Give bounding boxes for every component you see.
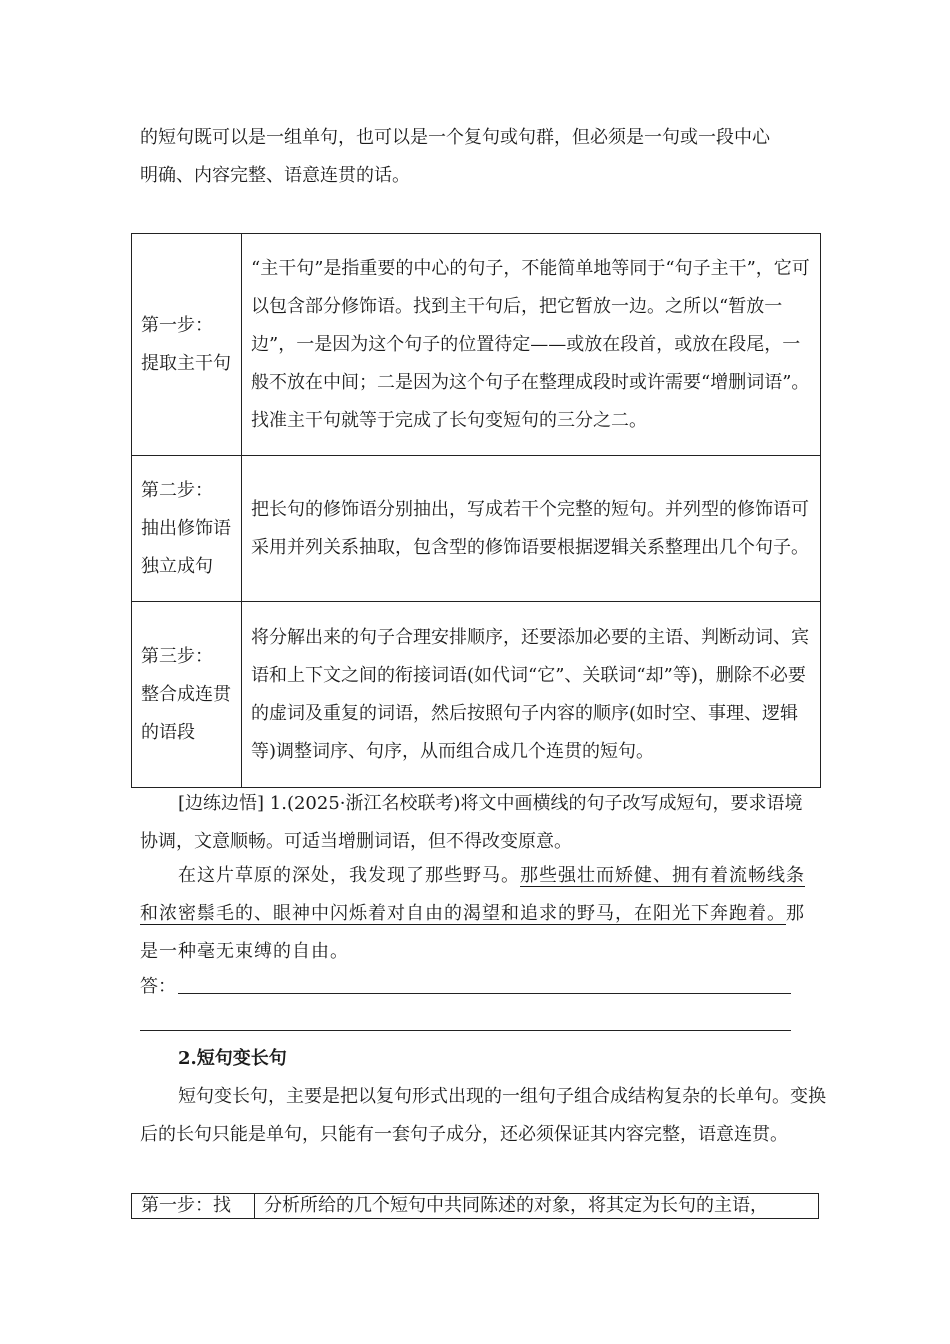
intro-line-1: 的短句既可以是一组单句，也可以是一个复句或句群，但必须是一句或一段中心 [140,127,770,148]
step-label-cell [132,456,242,602]
step-title: 提取主干句 [141,352,231,374]
step-label-cell [132,602,242,788]
step-label-cell: 第一步：找 [132,1194,255,1219]
answer-line-2[interactable] [140,1030,791,1031]
step-title: 整合成连贯的语段 [141,683,231,743]
table-row [132,602,821,788]
exercise-question [140,785,820,861]
step-title: 抽出修饰语独立成句 [141,517,231,577]
step-content: 将分解出来的句子合理安排顺序，还要添加必要的主语、判断动词、宾语和上下文之间的衔接词语(如代词“它”、关联词“却”等)，删除不必要的虚词及重复的词语，然后按照句子内容的顺序(如时空、事理、逻辑等)调整词序、句序，从而组合成几个连贯的短句。 [242,602,821,788]
passage-before: 在这片草原的深处，我发现了那些野马。 [178,865,520,886]
steps-table-short-to-long [131,1193,819,1219]
step-number: 第一步： [141,314,213,336]
step-label-cell [132,234,242,456]
table-row [132,1194,819,1219]
steps-table-long-to-short [131,233,821,788]
step-number: 第二步： [141,479,213,501]
step-content: “主干句”是指重要的中心的句子，不能简单地等同于“句子主干”，它可以包含部分修饰语。找到主干句后，把它暂放一边。之所以“暂放一边”，一是因为这个句子的位置待定——或放在段首，或放在段尾，一般不放在中间；二是因为这个句子在整理成段时或许需要“增删词语”。找准主干句就等于完成了长句变短句的三分之二。 [242,234,821,456]
section-paragraph: 短句变长句，主要是把以复句形式出现的一组句子组合成结构复杂的长单句。变换后的长句只能是单句，只能有一套句子成分，还必须保证其内容完整，语意连贯。 [140,1086,826,1145]
exercise-text: 1.(2025·浙江名校联考)将文中画横线的句子改写成短句，要求语境协调，文意顺畅。可适当增删词语，但不得改变原意。 [140,793,803,852]
answer-line-1[interactable] [178,993,791,994]
intro-line-2: 明确、内容完整、语意连贯的话。 [140,165,410,186]
exercise-passage [140,857,820,971]
step-content: 分析所给的几个短句中共同陈述的对象，将其定为长句的主语， [255,1194,819,1219]
passage-underlined: 那些强壮而矫健、拥有着流畅线条和浓密鬃毛的、眼神中闪烁着对自由的渴望和追求的野马，在阳光下奔跑着。 [140,865,805,924]
step-content: 把长句的修饰语分别抽出，写成若干个完整的短句。并列型的修饰语可采用并列关系抽取，包含型的修饰语要根据逻辑关系整理出几个句子。 [242,456,821,602]
passage-after: 那是一种毫无束缚的自由。 [140,903,805,962]
exercise-tag: [边练边悟] [178,793,265,814]
section-heading: 2.短句变长句 [178,1048,287,1069]
table-row [132,234,821,456]
answer-label: 答： [140,976,176,997]
table-row [132,456,821,602]
step-number: 第三步： [141,645,213,667]
